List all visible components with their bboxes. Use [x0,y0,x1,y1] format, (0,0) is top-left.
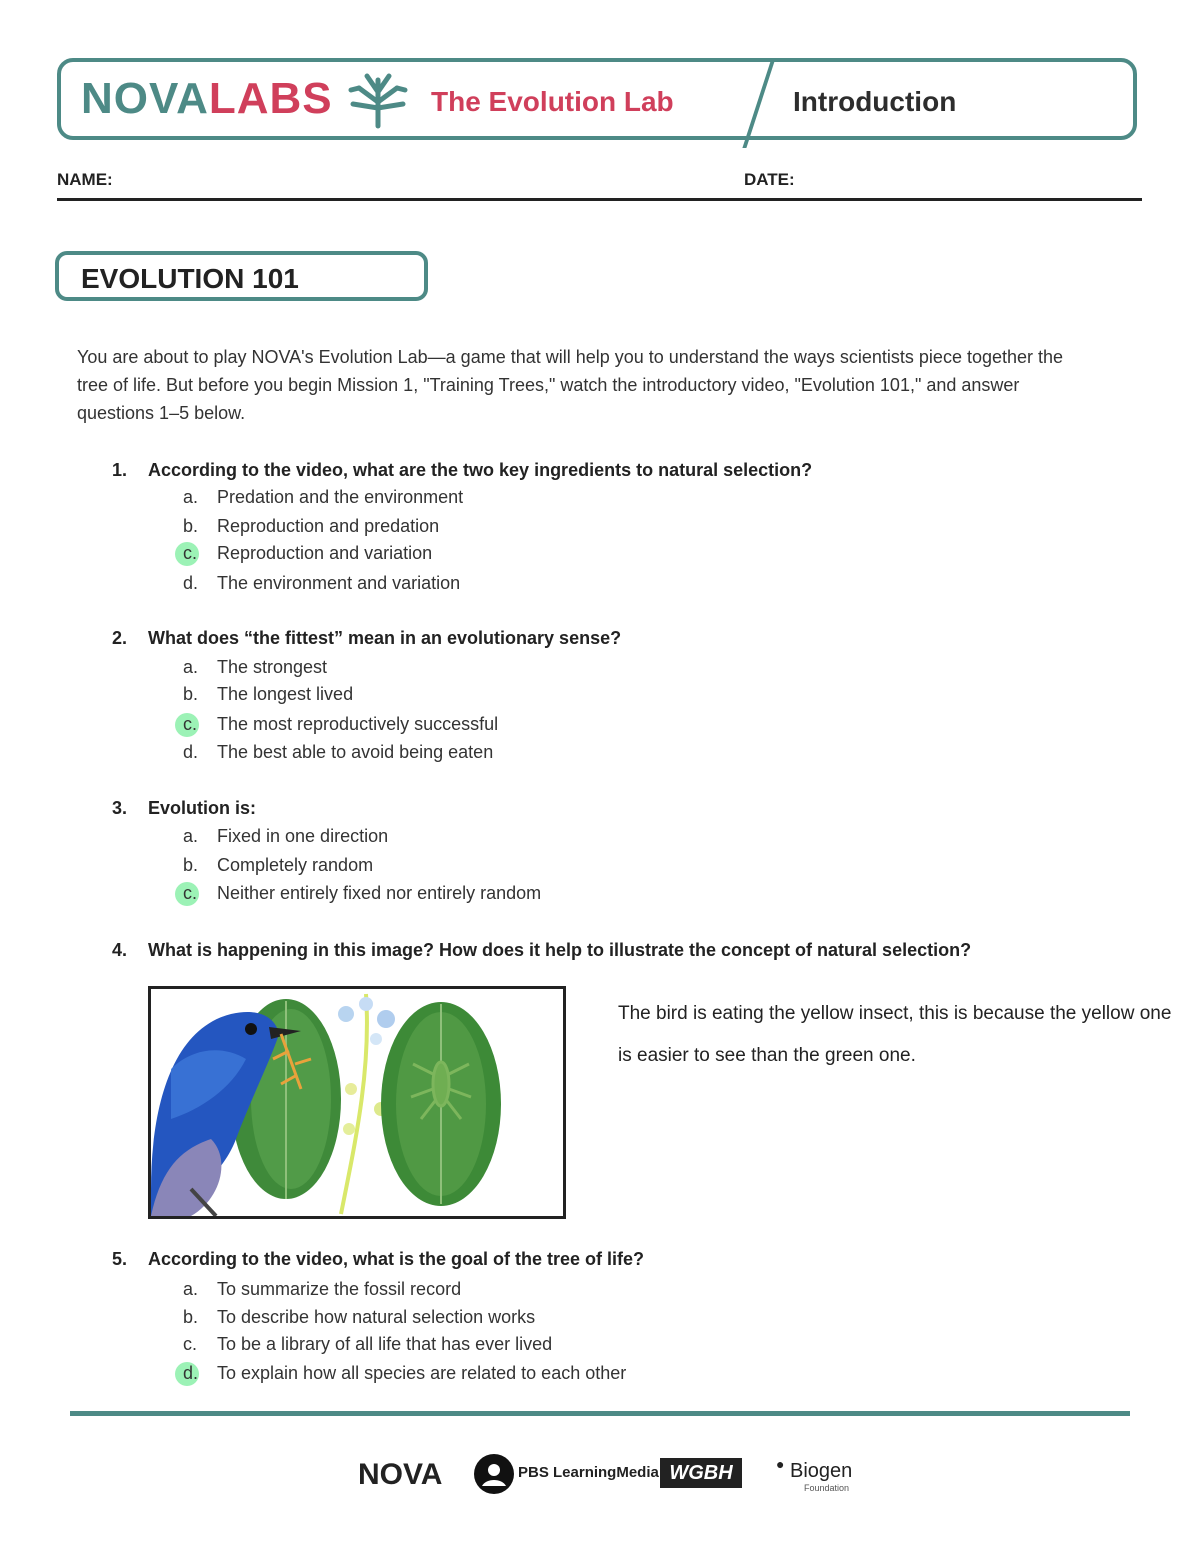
question-4-answer[interactable]: The bird is eating the yellow insect, this is because the yellow one is easier to see than the green one. [618,1003,1172,1066]
banner-divider [742,58,775,148]
footer-rule [70,1411,1130,1416]
biogen-mark-icon: ● [776,1456,785,1472]
name-date-row [57,170,1142,201]
question-number: 4. [112,940,128,960]
section-heading: EVOLUTION 101 [81,263,299,294]
question-number: 3. [112,798,128,818]
lab-title: The Evolution Lab [431,86,674,117]
section-heading-box [55,251,428,301]
bird-leaves-image [151,989,563,1216]
question-text: According to the video, what are the two key ingredients to natural selection? [148,460,813,480]
question-text: What is happening in this image? How does it help to illustrate the concept of natural selection? [148,940,972,960]
section-title: Introduction [793,86,957,117]
name-label: NAME: [57,170,113,189]
intro-paragraph: You are about to play NOVA's Evolution Lab—a game that will help you to understand the ways scientists piece together the tree of life. But before you begin Mission 1, "Training Trees," watch the introductory video, "Evolution 101," and answer questions 1–5 below. [77,347,1064,423]
question-text: What does “the fittest” mean in an evolutionary sense? [148,628,622,648]
date-label: DATE: [744,170,795,189]
wgbh-logo: WGBH [660,1458,742,1488]
question-text: According to the video, what is the goal of the tree of life? [148,1249,645,1269]
question-number: 2. [112,628,128,648]
nova-labs-logo: NOVALABS [81,74,333,123]
tree-icon [347,68,409,130]
question-number: 1. [112,460,128,480]
bird-insect-illustration [148,986,566,1219]
nova-logo: NOVA [358,1458,443,1491]
header-banner [57,58,1137,140]
question-number: 5. [112,1249,128,1269]
pbs-head-icon [472,1452,516,1496]
biogen-logo: Biogen Foundation ● [776,1456,853,1493]
question-text: Evolution is: [148,798,256,818]
